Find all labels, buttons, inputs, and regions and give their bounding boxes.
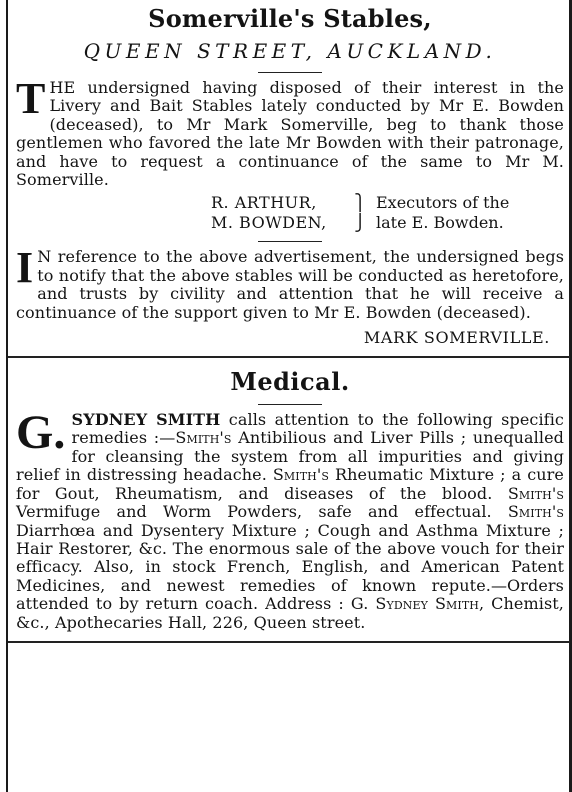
new-owner-notice-text: N reference to the above advertisement, the undersigned begs to notify that the above stables will be conducted as heretofore, and trusts by civility and attention that he will receive a continuance of the support given to Mr E. Bowden (deceased). [16,247,564,322]
executor-name: M. BOWDEN, [211,213,327,233]
medical-advertisement [16,368,564,632]
body-run: Vermifuge and Worm Powders, safe and effectual. [16,502,508,522]
short-divider [258,72,322,73]
executors-notice-text: HE undersigned having disposed of their interest in the Livery and Bait Stables lately conducted by Mr E. Bowden (deceased), to Mr Mark Somerville, beg to thank those gentlemen who favored the late Mr Bowden with their patronage, and have to request a continuance of the same to Mr M. Somerville. [16,78,564,190]
small-caps-run: Smith's [272,465,330,485]
owner-signature: MARK SOMERVILLE. [363,328,550,348]
chemist-name-lead: SYDNEY SMITH [71,410,221,430]
executor-note: Executors of the [376,193,510,213]
signature-row [211,213,564,233]
section-divider [8,356,570,358]
small-caps-run: Smith's [507,483,564,503]
new-owner-notice [16,243,564,322]
drop-cap-i: I [16,243,34,293]
signature-row [211,193,564,213]
drop-cap-t: T [16,74,46,123]
body-run: calls attention to the following specific remedies :— [71,410,564,448]
executor-name: R. ARTHUR, [211,193,317,213]
small-caps-run: Smith's [507,502,564,522]
advertisement-column [16,0,564,653]
executors-notice [16,74,564,190]
body-run: Antibilious and Liver Pills ; unequalled for cleansing the system from all impurities and giving relief in distressing headache. [16,428,565,485]
short-divider [258,241,322,242]
body-run: Diarrhœa and Dysentery Mixture ; Cough and Asthma Mixture ; Hair Restorer, &c. The enormous sale of the above vouch for their efficacy. Also, in stock French, English, and American Patent Medicines, and newest remedies of known repute.—Orders attended to by return coach. Address : [16,520,564,614]
medical-body-text [16,406,565,632]
drop-cap-g: G. [16,406,66,460]
executors-signatures [211,193,564,233]
brace-glyph: ⎭ [354,213,366,233]
stables-advertisement [16,4,564,347]
small-caps-run: Smith's [175,428,232,448]
body-run: Rheumatic Mixture ; a cure for Gout, Rheumatism, and diseases of the blood. [16,465,564,503]
bottom-divider [8,641,570,643]
medical-body [16,406,565,632]
short-divider [258,404,322,405]
small-caps-run: G. Sydney Smith, [350,594,485,614]
column-left-border [6,0,8,792]
stables-address: QUEEN STREET, AUCKLAND. [83,39,497,63]
stables-title: Somerville's Stables, [148,4,432,33]
brace-glyph: ⎫ [354,193,366,213]
executor-note: late E. Bowden. [376,213,504,233]
medical-heading: Medical. [230,367,350,397]
body-run: Chemist, &c., Apothecaries Hall, 226, Queen street. [16,594,564,632]
